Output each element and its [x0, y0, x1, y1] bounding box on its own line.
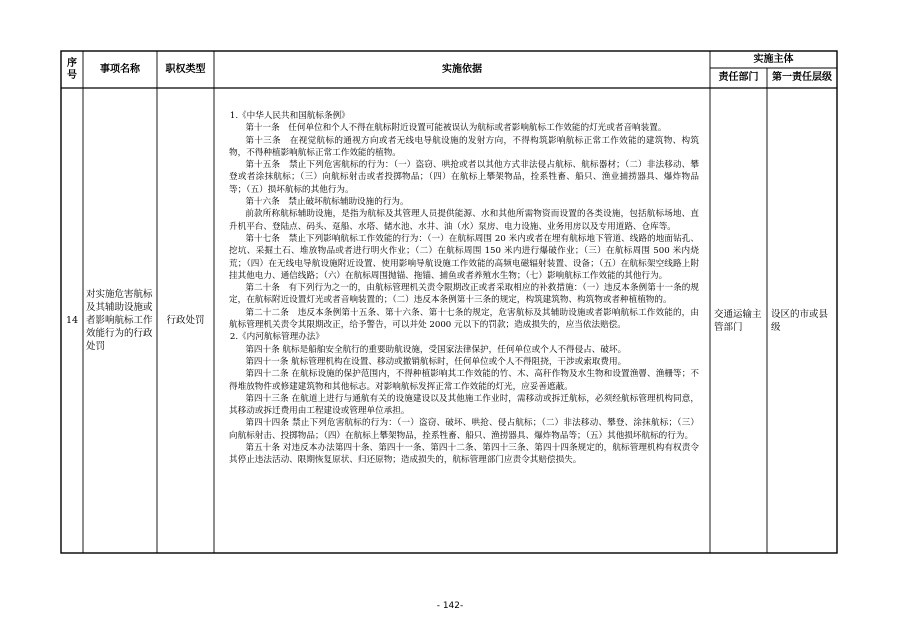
header-subject: 实施主体 — [753, 53, 794, 65]
basis-article: 第十五条 禁止下列危害航标的行为：（一）盗窃、哄抢或者以其他方式非法侵占航标、航标器材；（二）非法移动、攀登或者涂抹航标；（三）向航标射击或者投掷物品；（四）在航标上攀架物品，拴系牲畜、船只、渔业捕捞器具、爆炸物品等；（五）损坏航标的其他行为。 — [229, 160, 699, 195]
basis-article: 第四十二条 在航标设施的保护范围内，不得种植影响其工作效能的竹、木、高秆作物及水生物和设置渔罾、渔栅等；不得堆放物件或修建建筑物和其他标志。对影响航标发挥正常工作效能的灯光，应妥善遮蔽。 — [229, 369, 699, 392]
row-basis-text — [229, 110, 699, 467]
basis-article: 第十一条 任何单位和个人不得在航标附近设置可能被误认为航标或者影响航标工作效能的灯光或者音响装置。 — [245, 123, 667, 134]
basis-article: 第四十三条 在航道上进行与通航有关的设施建设以及其他施工作业时，需移动或拆迁航标，必须经航标管理机构同意，其移动或拆迁费用由工程建设或管理单位承担。 — [229, 393, 699, 417]
basis-article: 第二十条 有下列行为之一的，由航标管理机关责令限期改正或者采取相应的补救措施：（一）违反本条例第十一条的规定，在航标附近设置灯光或者音响装置的；（二）违反本条例第十三条的规定，构筑建筑物、构筑物或者种植植物的。 — [229, 283, 699, 306]
basis-source-heading: 2.《内河航标管理办法》 — [229, 332, 324, 343]
header-dept: 责任部门 — [718, 72, 759, 83]
row-dept: 交通运输主管部门 — [714, 308, 762, 333]
basis-article: 第五十条 对违反本办法第四十条、第四十一条、第四十二条、第四十三条、第四十四条规定的，航标管理机构有权责令其停止违法活动、限期恢复原状、归还原物；造成损失的，航标管理部门应责令其赔偿损失。 — [229, 443, 699, 466]
basis-article: 第二十二条 违反本条例第十五条、第十六条、第十七条的规定，危害航标及其辅助设施或者影响航标工作效能的，由航标管理机关责令其限期改正，给予警告，可以并处 2000 元以下的罚款；造成损失的，应当依法赔偿。 — [229, 307, 699, 331]
row-power-type: 行政处罚 — [166, 315, 205, 326]
row-seq: 14 — [65, 315, 79, 326]
page-number: - 142- — [436, 601, 464, 611]
basis-article: 第十七条 禁止下列影响航标工作效能的行为：（一）在航标周围 20 米内或者在埋有航标地下管道、线路的地面钻孔、挖坑、采掘土石、堆放物品或者进行明火作业；（二）在航标周围 150 米内进行爆破作业；（三）在航标周围 500 米内烧荒；（四）在无线电导航设施附近设置、使用影响导航设施工作效能的高频电磁辐射装置、设备；（五）在航标架空线路上附挂其他电力、通信线路；（六）在航标周围抛锚、拖锚、捕鱼或者养殖水生物；（七）影响航标工作效能的其他行为。 — [229, 233, 699, 281]
row-item-name: 对实施危害航标及其辅助设施或者影响航标工作效能行为的行政处罚 — [86, 289, 153, 352]
basis-article: 第十三条 在视觉航标的通视方向或者无线电导航设施的发射方向，不得构筑影响航标正常工作效能的建筑物、构筑物，不得种植影响航标正常工作效能的植物。 — [229, 135, 699, 158]
basis-article: 第十六条 禁止破坏航标辅助设施的行为。 — [245, 197, 409, 208]
header-item-name: 事项名称 — [100, 63, 140, 75]
basis-source-heading: 1.《中华人民共和国航标条例》 — [229, 111, 350, 121]
header-seq: 序号 — [67, 57, 77, 81]
header-power-type: 职权类型 — [165, 63, 206, 75]
basis-article: 第四十条 航标是船舶安全航行的重要助航设施，受国家法律保护，任何单位或个人不得侵占、破坏。 — [245, 344, 627, 355]
row-level: 设区的市或县级 — [771, 308, 829, 333]
basis-article: 第四十四条 禁止下列危害航标的行为：（一）盗窃、破坏、哄抢、侵占航标；（二）非法移动、攀登、涂抹航标；（三）向航标射击、投掷物品；（四）在航标上攀架物品，拴系牲畜、船只、渔捞器具、爆炸物品等；（五）其他损坏航标的行为。 — [229, 418, 699, 441]
header-basis: 实施依据 — [442, 63, 482, 75]
basis-article: 第四十一条 航标管理机构在设置、移动或撤销航标时，任何单位或个人不得阻挠，干涉或索取费用。 — [245, 356, 627, 367]
basis-article: 前款所称航标辅助设施，是指为航标及其管理人员提供能源、水和其他所需物资而设置的各类设施，包括航标场地、直升机平台、登陆点、码头、趸船、水塔、储水池、水井、油（水）泵房、电力设施、业务用房以及专用道路、仓库等。 — [229, 209, 699, 232]
header-level: 第一责任层级 — [772, 72, 832, 83]
